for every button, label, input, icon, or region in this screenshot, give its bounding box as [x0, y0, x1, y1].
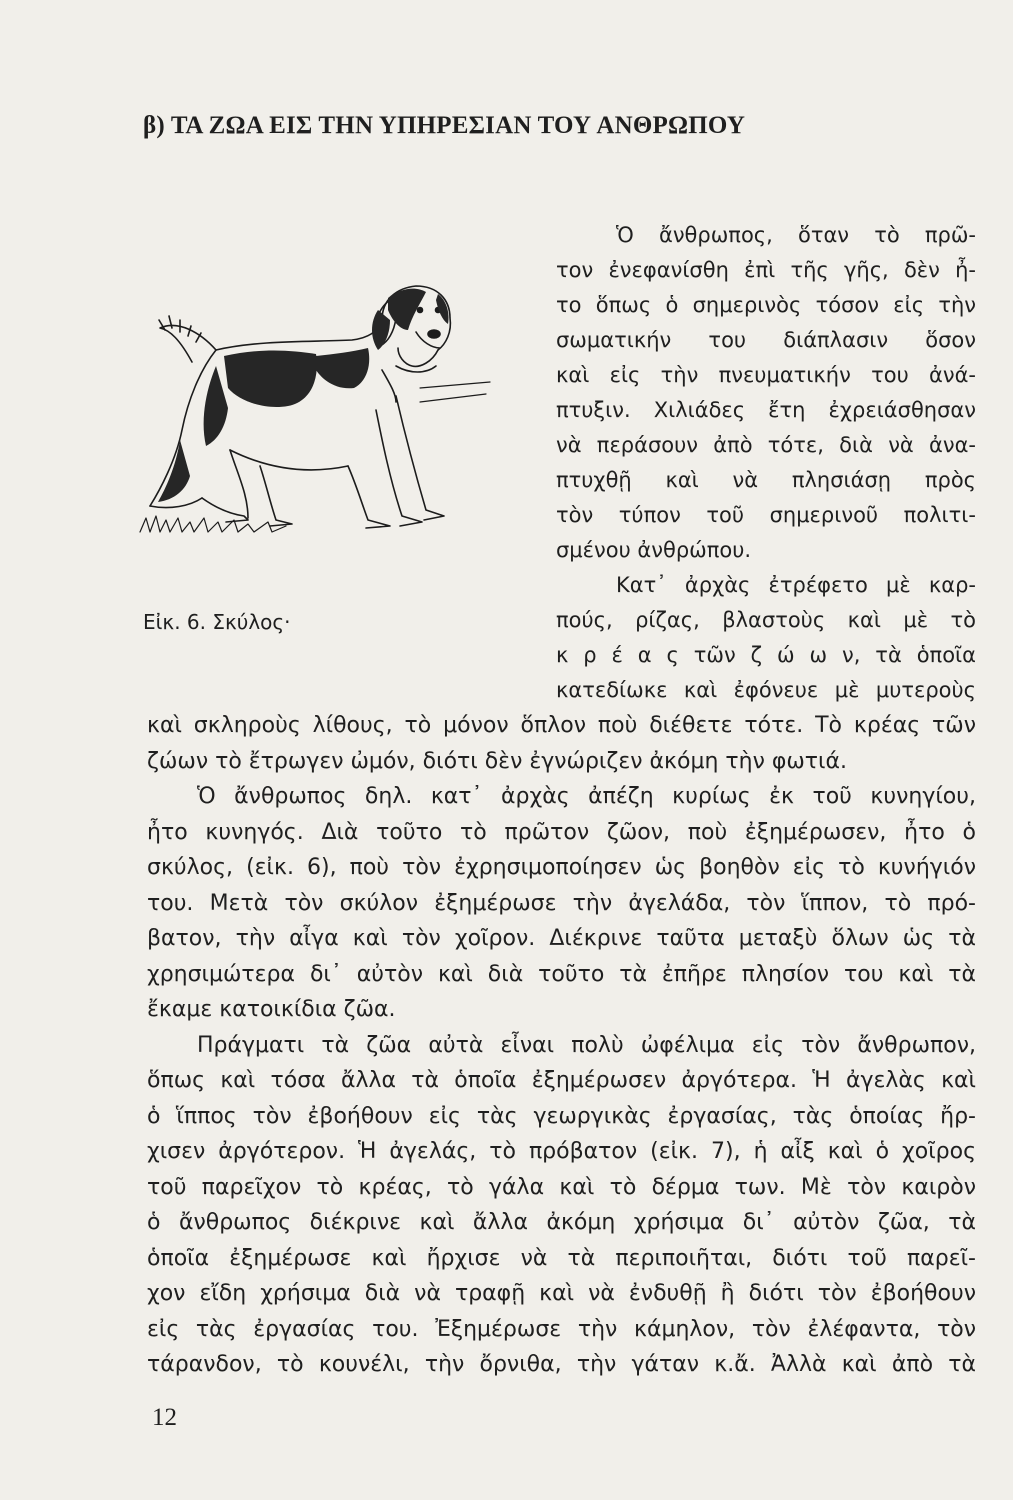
text-line: ὁ ἄνθρωπος διέκρινε καὶ ἄλλα ἀκόμη χρήσιμα δι᾿ αὐτὸν ζῶα, τὰ — [147, 1210, 976, 1235]
body-text — [147, 708, 976, 1383]
text-line: νὰ περάσουν ἀπὸ τότε, διὰ νὰ ἀνα- — [556, 433, 976, 457]
text-line: πτυξιν. Χιλιάδες ἔτη ἐχρειάσθησαν — [556, 398, 976, 422]
text-line: κατεδίωκε καὶ ἐφόνευε μὲ μυτεροὺς — [556, 678, 976, 702]
text-line: χρησιμώτερα δι᾿ αὐτὸν καὶ διὰ τοῦτο τὰ ἐπῆρε πλησίον του καὶ τὰ — [147, 961, 976, 987]
text-line: πτυχθῇ καὶ νὰ πλησιάσῃ πρὸς — [556, 468, 976, 492]
text-line: πούς, ρίζας, βλαστοὺς καὶ μὲ τὸ — [556, 608, 976, 632]
text-line: Πράγματι τὰ ζῶα αὐτὰ εἶναι πολὺ ὠφέλιμα εἰς τὸν ἄνθρωπον, — [197, 1032, 976, 1058]
page-number: 12 — [152, 1404, 177, 1431]
text-line: καὶ εἰς τὴν πνευματικήν του ἀνά- — [556, 363, 976, 387]
text-line: κ ρ έ α ς τῶν ζ ώ ω ν, τὰ ὁποῖα — [556, 643, 976, 667]
figure-caption: Εἰκ. 6. Σκύλος· — [143, 610, 291, 634]
dog-illustration — [120, 270, 500, 570]
text-line: τάρανδον, τὸ κουνέλι, τὴν ὄρνιθα, τὴν γάταν κ.ἄ. Ἀλλὰ καὶ ἀπὸ τὰ — [147, 1352, 976, 1377]
text-line: ὁ ἵππος τὸν ἐβοήθουν εἰς τὰς γεωργικὰς ἐργασίας, τὰς ὁποίας ἤρ- — [147, 1103, 976, 1129]
text-line: τοῦ παρεῖχον τὸ κρέας, τὸ γάλα καὶ τὸ δέρμα των. Μὲ τὸν καιρὸν — [147, 1174, 976, 1200]
text-line: εἰς τὰς ἐργασίας του. Ἐξημέρωσε τὴν κάμηλον, τὸν ἐλέφαντα, τὸν — [147, 1316, 976, 1342]
right-column-text — [556, 218, 976, 708]
text-line: Ὁ ἄνθρωπος, ὅταν τὸ πρῶ- — [616, 223, 976, 247]
text-line: σμένου ἀνθρώπου. — [556, 538, 752, 562]
text-line: τον ἐνεφανίσθη ἐπὶ τῆς γῆς, δὲν ἦ- — [556, 258, 976, 282]
text-line: ζώων τὸ ἔτρωγεν ὠμόν, διότι δὲν ἐγνώριζεν ἀκόμη τὴν φωτιά. — [147, 748, 847, 774]
text-line: Ὁ ἄνθρωπος δηλ. κατ᾿ ἀρχὰς ἀπέζη κυρίως ἐκ τοῦ κυνηγίου, — [197, 784, 976, 809]
text-line: ἔκαμε κατοικίδια ζῶα. — [147, 997, 396, 1022]
text-line: ἦτο κυνηγός. Διὰ τοῦτο τὸ πρῶτον ζῶον, ποὺ ἐξημέρωσεν, ἦτο ὁ — [147, 819, 976, 845]
text-line: τὸν τύπον τοῦ σημερινοῦ πολιτι- — [556, 503, 976, 527]
text-line: χον εἴδη χρήσιμα διὰ νὰ τραφῇ καὶ νὰ ἐνδυθῇ ἢ διότι τὸν ἐβοήθουν — [147, 1281, 976, 1306]
text-line: Κατ᾿ ἀρχὰς ἐτρέφετο μὲ καρ- — [616, 573, 976, 597]
text-line: του. Μετὰ τὸν σκύλον ἐξημέρωσε τὴν ἀγελάδα, τὸν ἵππον, τὸ πρό- — [147, 890, 976, 916]
section-heading: β) ΤΑ ΖΩΑ ΕΙΣ ΤΗΝ ΥΠΗΡΕΣΙΑΝ ΤΟΥ ΑΝΘΡΩΠΟΥ — [143, 112, 746, 139]
text-line: χισεν ἀργότερον. Ἡ ἀγελάς, τὸ πρόβατον (εἰκ. 7), ἡ αἶξ καὶ ὁ χοῖρος — [147, 1139, 976, 1164]
text-line: βατον, τὴν αἶγα καὶ τὸν χοῖρον. Διέκρινε ταῦτα μεταξὺ ὅλων ὡς τὰ — [147, 926, 976, 951]
text-line: σωματικήν του διάπλασιν ὅσον — [556, 328, 976, 352]
text-line: το ὅπως ὁ σημερινὸς τόσον εἰς τὴν — [556, 293, 976, 317]
text-line: καὶ σκληροὺς λίθους, τὸ μόνον ὅπλον ποὺ διέθετε τότε. Τὸ κρέας τῶν — [147, 713, 976, 738]
dog-figure — [120, 270, 500, 570]
text-line: ὁποῖα ἐξημέρωσε καὶ ἤρχισε νὰ τὰ περιποιῆται, διότι τοῦ παρεῖ- — [147, 1245, 976, 1271]
text-line: σκύλος, (εἰκ. 6), ποὺ τὸν ἐχρησιμοποίησεν ὡς βοηθὸν εἰς τὸ κυνήγιόν — [147, 855, 976, 880]
text-line: ὅπως καὶ τόσα ἄλλα τὰ ὁποῖα ἐξημέρωσεν ἀργότερα. Ἡ ἀγελὰς καὶ — [147, 1068, 976, 1093]
